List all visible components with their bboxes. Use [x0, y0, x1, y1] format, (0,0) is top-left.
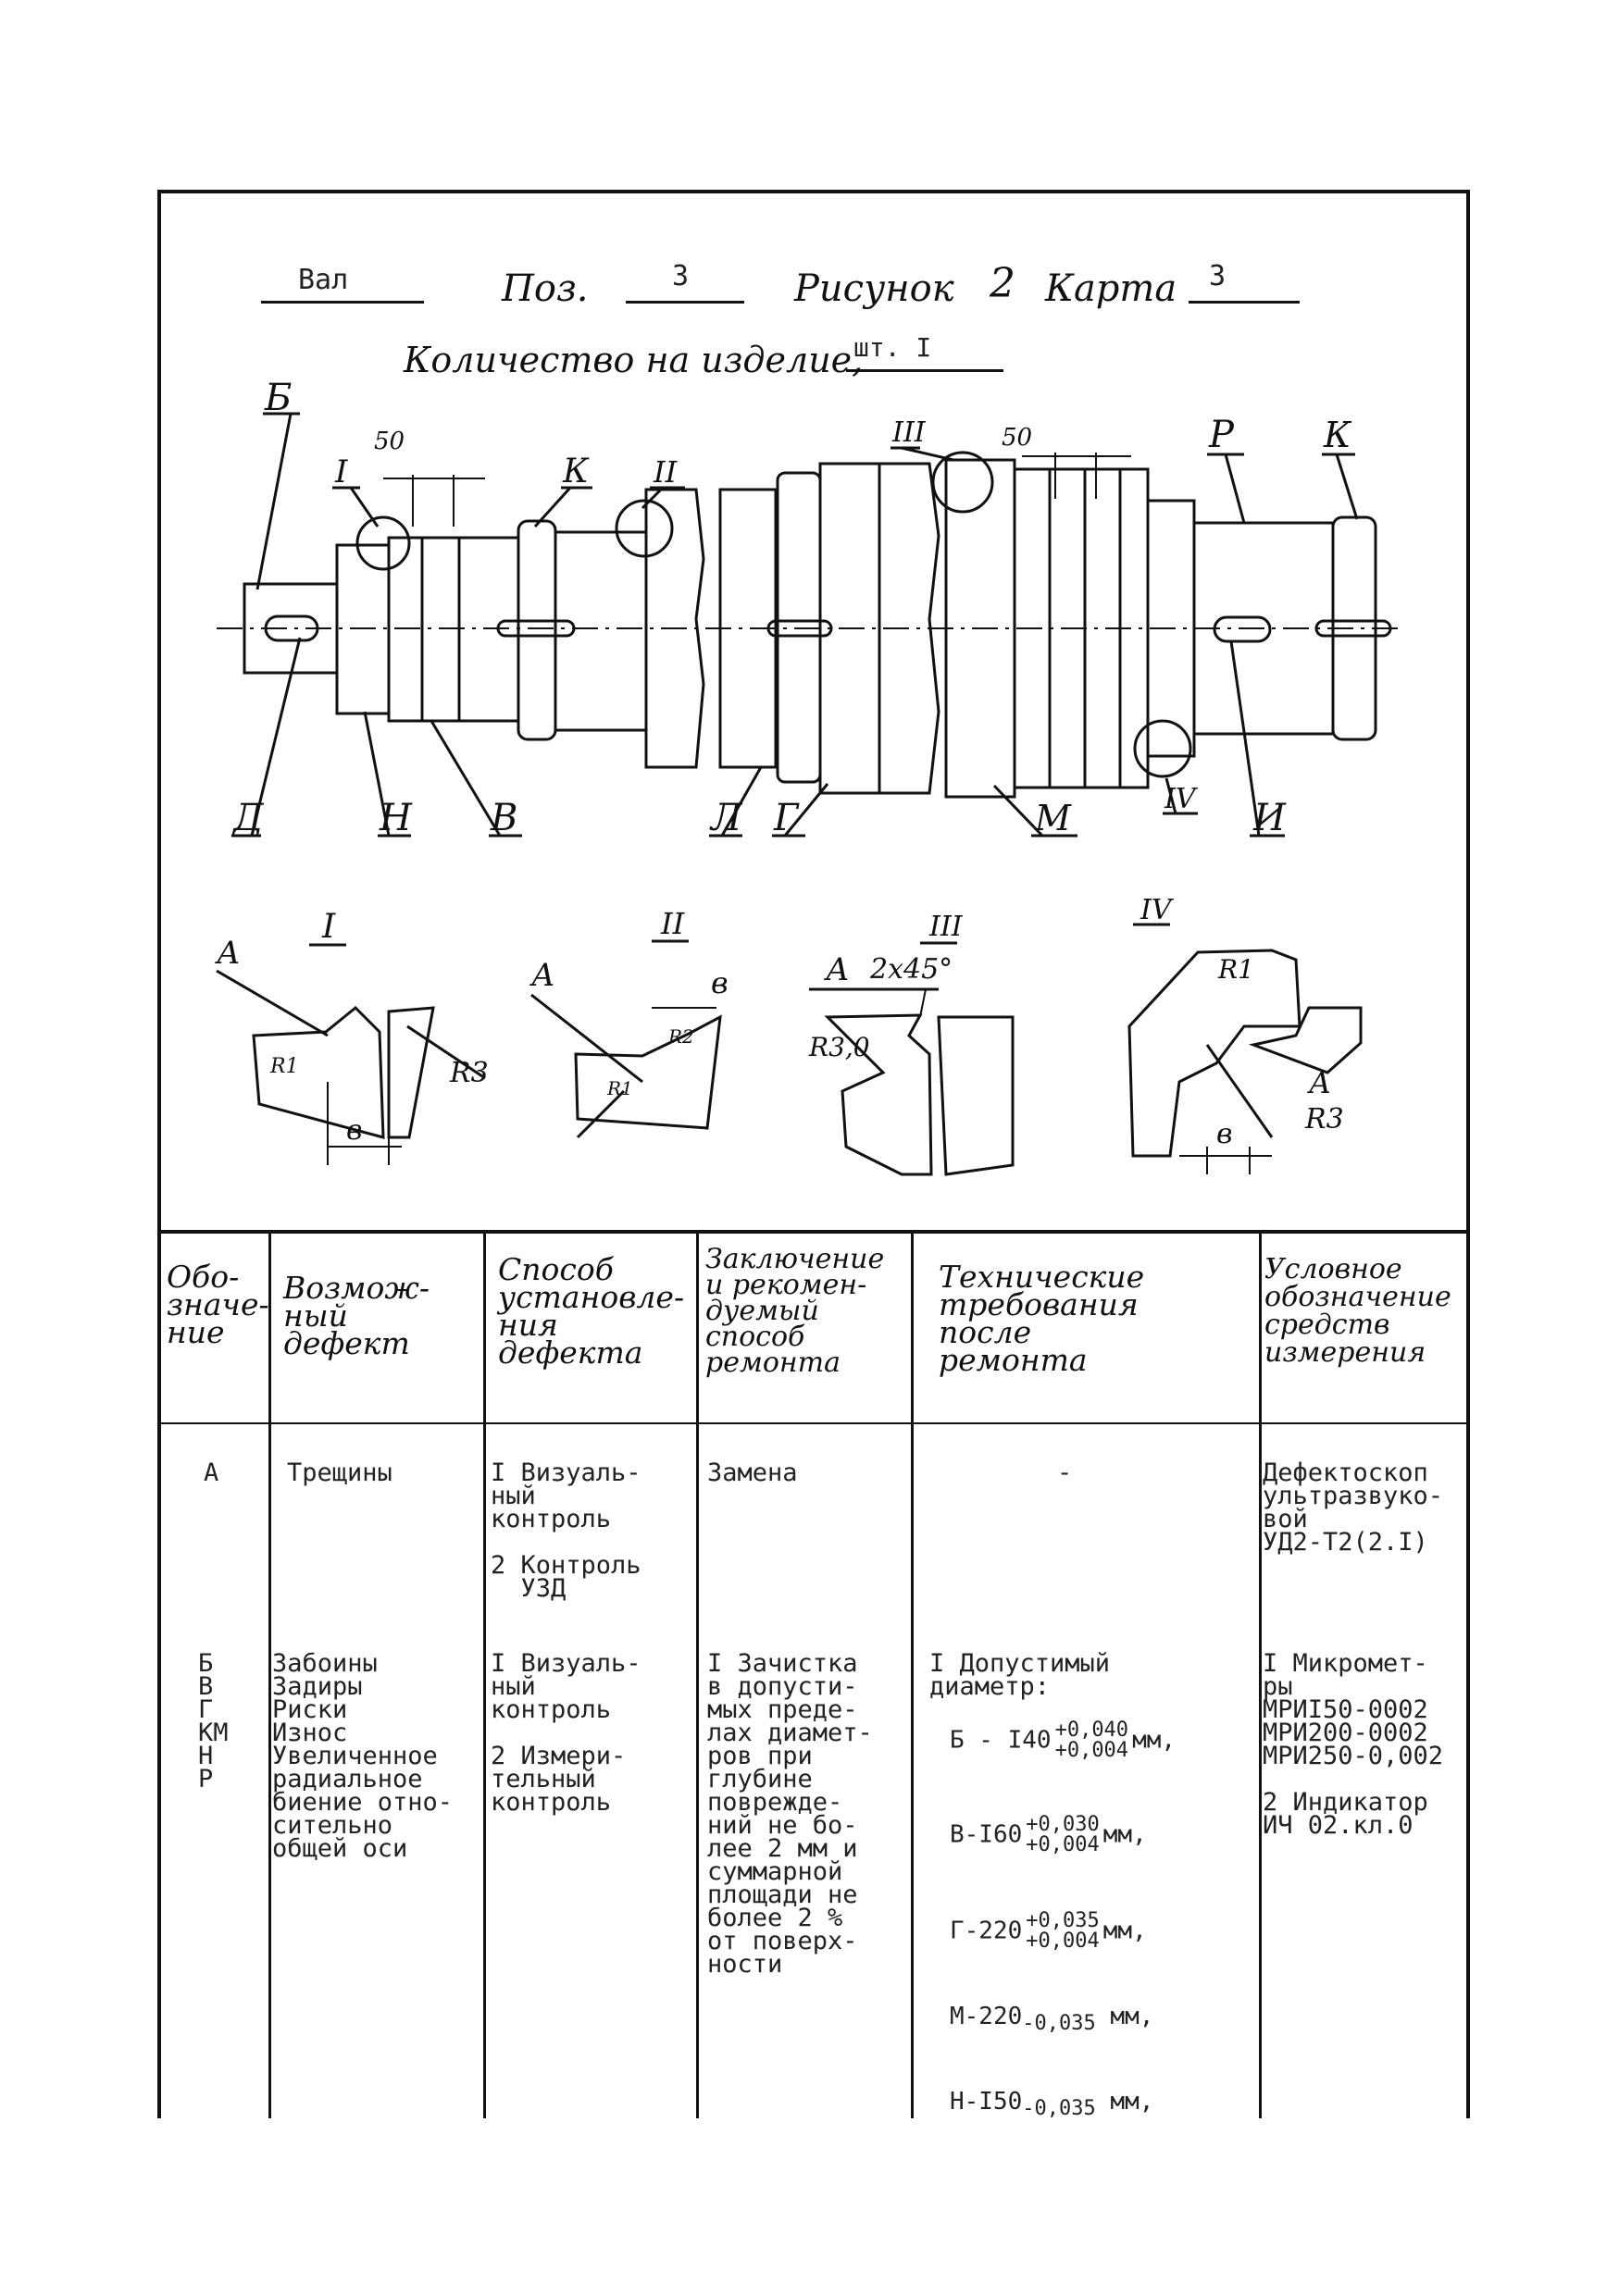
detail-i-a: А [217, 935, 241, 972]
row2-defect: Забоины Задиры Риски Износ Увеличенное радиальное биение отно- сительно общей оси [272, 1649, 454, 1863]
pos-label: Поз. [502, 267, 589, 310]
header-defect: Возмож- ный дефект [283, 1270, 430, 1361]
detail-i-r1: R1 [270, 1055, 299, 1078]
dim-left: 50 [374, 428, 405, 455]
row1-designation: А [204, 1458, 219, 1487]
pos-value: 3 [672, 260, 690, 292]
header-bottom-rule [161, 1422, 1466, 1424]
tolerance-g: Г-220 +0,035 +0,004 мм, [950, 1909, 1147, 1953]
row1-method: I Визуаль- ный контроль 2 Контроль УЗД [491, 1458, 641, 1603]
label-ii: II [654, 454, 678, 490]
detail-i-title: I [322, 908, 336, 946]
row1-tools: Дефектоскоп ультразвуко- вой УД2-Т2(2.I) [1263, 1458, 1444, 1557]
col-divider-1 [268, 1230, 271, 2118]
detail-views [161, 897, 1466, 1211]
row2-method: I Визуаль- ный контроль 2 Измери- тельный контроль [491, 1649, 641, 1817]
detail-iii-title: III [929, 911, 963, 943]
detail-iv-b: в [1216, 1118, 1233, 1150]
label-r: Р [1209, 414, 1234, 456]
row2-designation: Б В Г КМ Н Р [198, 1649, 229, 1793]
row1-defect: Трещины [287, 1458, 392, 1487]
card-value: 3 [1209, 260, 1227, 292]
tolerance-n: $Н-I50_{-0,035}$ мм, [950, 2088, 1154, 2121]
detail-iii-chamfer: 2x45° [870, 953, 953, 986]
detail-ii-b: в [711, 965, 729, 1000]
header-designation: Обо- значе- ние [167, 1259, 269, 1350]
figure-label: Рисунок [794, 267, 954, 310]
dim-right: 50 [1002, 424, 1033, 452]
header-tools: Условное обозначение средств измерения [1264, 1253, 1451, 1369]
label-iv: IV [1164, 783, 1196, 815]
row1-conclusion: Замена [707, 1458, 798, 1487]
detail-iv-r1: R1 [1218, 954, 1254, 985]
detail-i-r3: R3 [450, 1057, 489, 1089]
detail-i-b: в [346, 1114, 363, 1147]
quantity-underline [846, 369, 1003, 372]
row2-conclusion: I Зачистка в допусти- мых преде- лах диамет- ров при глубине поврежде- ний не бо- лее 2 мм и суммарной площади не более 2 % от поверх- ности [707, 1649, 873, 1979]
label-iii: III [892, 416, 926, 449]
detail-iii-a: А [826, 951, 850, 988]
pos-underline [626, 301, 744, 304]
detail-iv-r3: R3 [1305, 1103, 1344, 1136]
label-i2: И [1253, 797, 1286, 839]
tolerance-m: $М-220_{-0,035}$ мм, [950, 2003, 1154, 2036]
label-v: В [491, 797, 518, 839]
label-b: Б [265, 379, 293, 419]
label-l: Л [711, 797, 742, 839]
col-divider-5 [1259, 1230, 1262, 2118]
header-conclusion: Заключение и рекомен- дуемый способ ремонта [705, 1243, 885, 1379]
col-divider-2 [483, 1230, 486, 2118]
label-d: Д [233, 797, 264, 839]
row2-requirements-intro: I Допустимый диаметр: [929, 1649, 1111, 1701]
label-g: Г [774, 797, 799, 839]
detail-ii-r-small: R2 [668, 1025, 694, 1048]
row1-requirements: - [1057, 1458, 1073, 1487]
label-k1: К [563, 453, 589, 490]
tolerance-v: В-I60 +0,030 +0,004 мм, [950, 1813, 1147, 1856]
label-i: I [335, 453, 348, 490]
figure-value: 2 [990, 260, 1015, 307]
card-label: Карта [1045, 267, 1177, 310]
quantity-label: Количество на изделие, [404, 340, 864, 380]
shaft-drawing [161, 379, 1466, 878]
detail-ii-title: II [661, 906, 685, 941]
card-underline [1189, 301, 1300, 304]
col-divider-4 [911, 1230, 914, 2118]
part-name-underline [261, 301, 424, 304]
detail-iii-r: R3,0 [809, 1032, 870, 1062]
detail-iv-a: А [1309, 1065, 1332, 1100]
tolerance-b: Б - I40 +0,040 +0,004 мм, [950, 1719, 1177, 1762]
detail-iv-title: IV [1140, 897, 1172, 926]
label-k2: К [1324, 415, 1351, 455]
label-m: М [1035, 798, 1071, 838]
detail-ii-a: А [531, 957, 555, 994]
label-n: Н [380, 797, 412, 839]
quantity-value: шт. I [853, 332, 932, 363]
document-frame [157, 190, 1470, 2121]
table-top-rule [161, 1230, 1466, 1234]
header-requirements: Технические требования после ремонта [939, 1259, 1145, 1378]
header-method: Способ установле- ния дефекта [498, 1251, 685, 1371]
part-name: Вал [298, 264, 349, 296]
detail-ii-r1: R1 [607, 1077, 633, 1099]
col-divider-3 [696, 1230, 699, 2118]
row2-tools: I Микромет- ры МРИI50-0002 МРИ200-0002 МРИ250-0,002 2 Индикатор ИЧ 02.кл.0 [1263, 1649, 1444, 1840]
